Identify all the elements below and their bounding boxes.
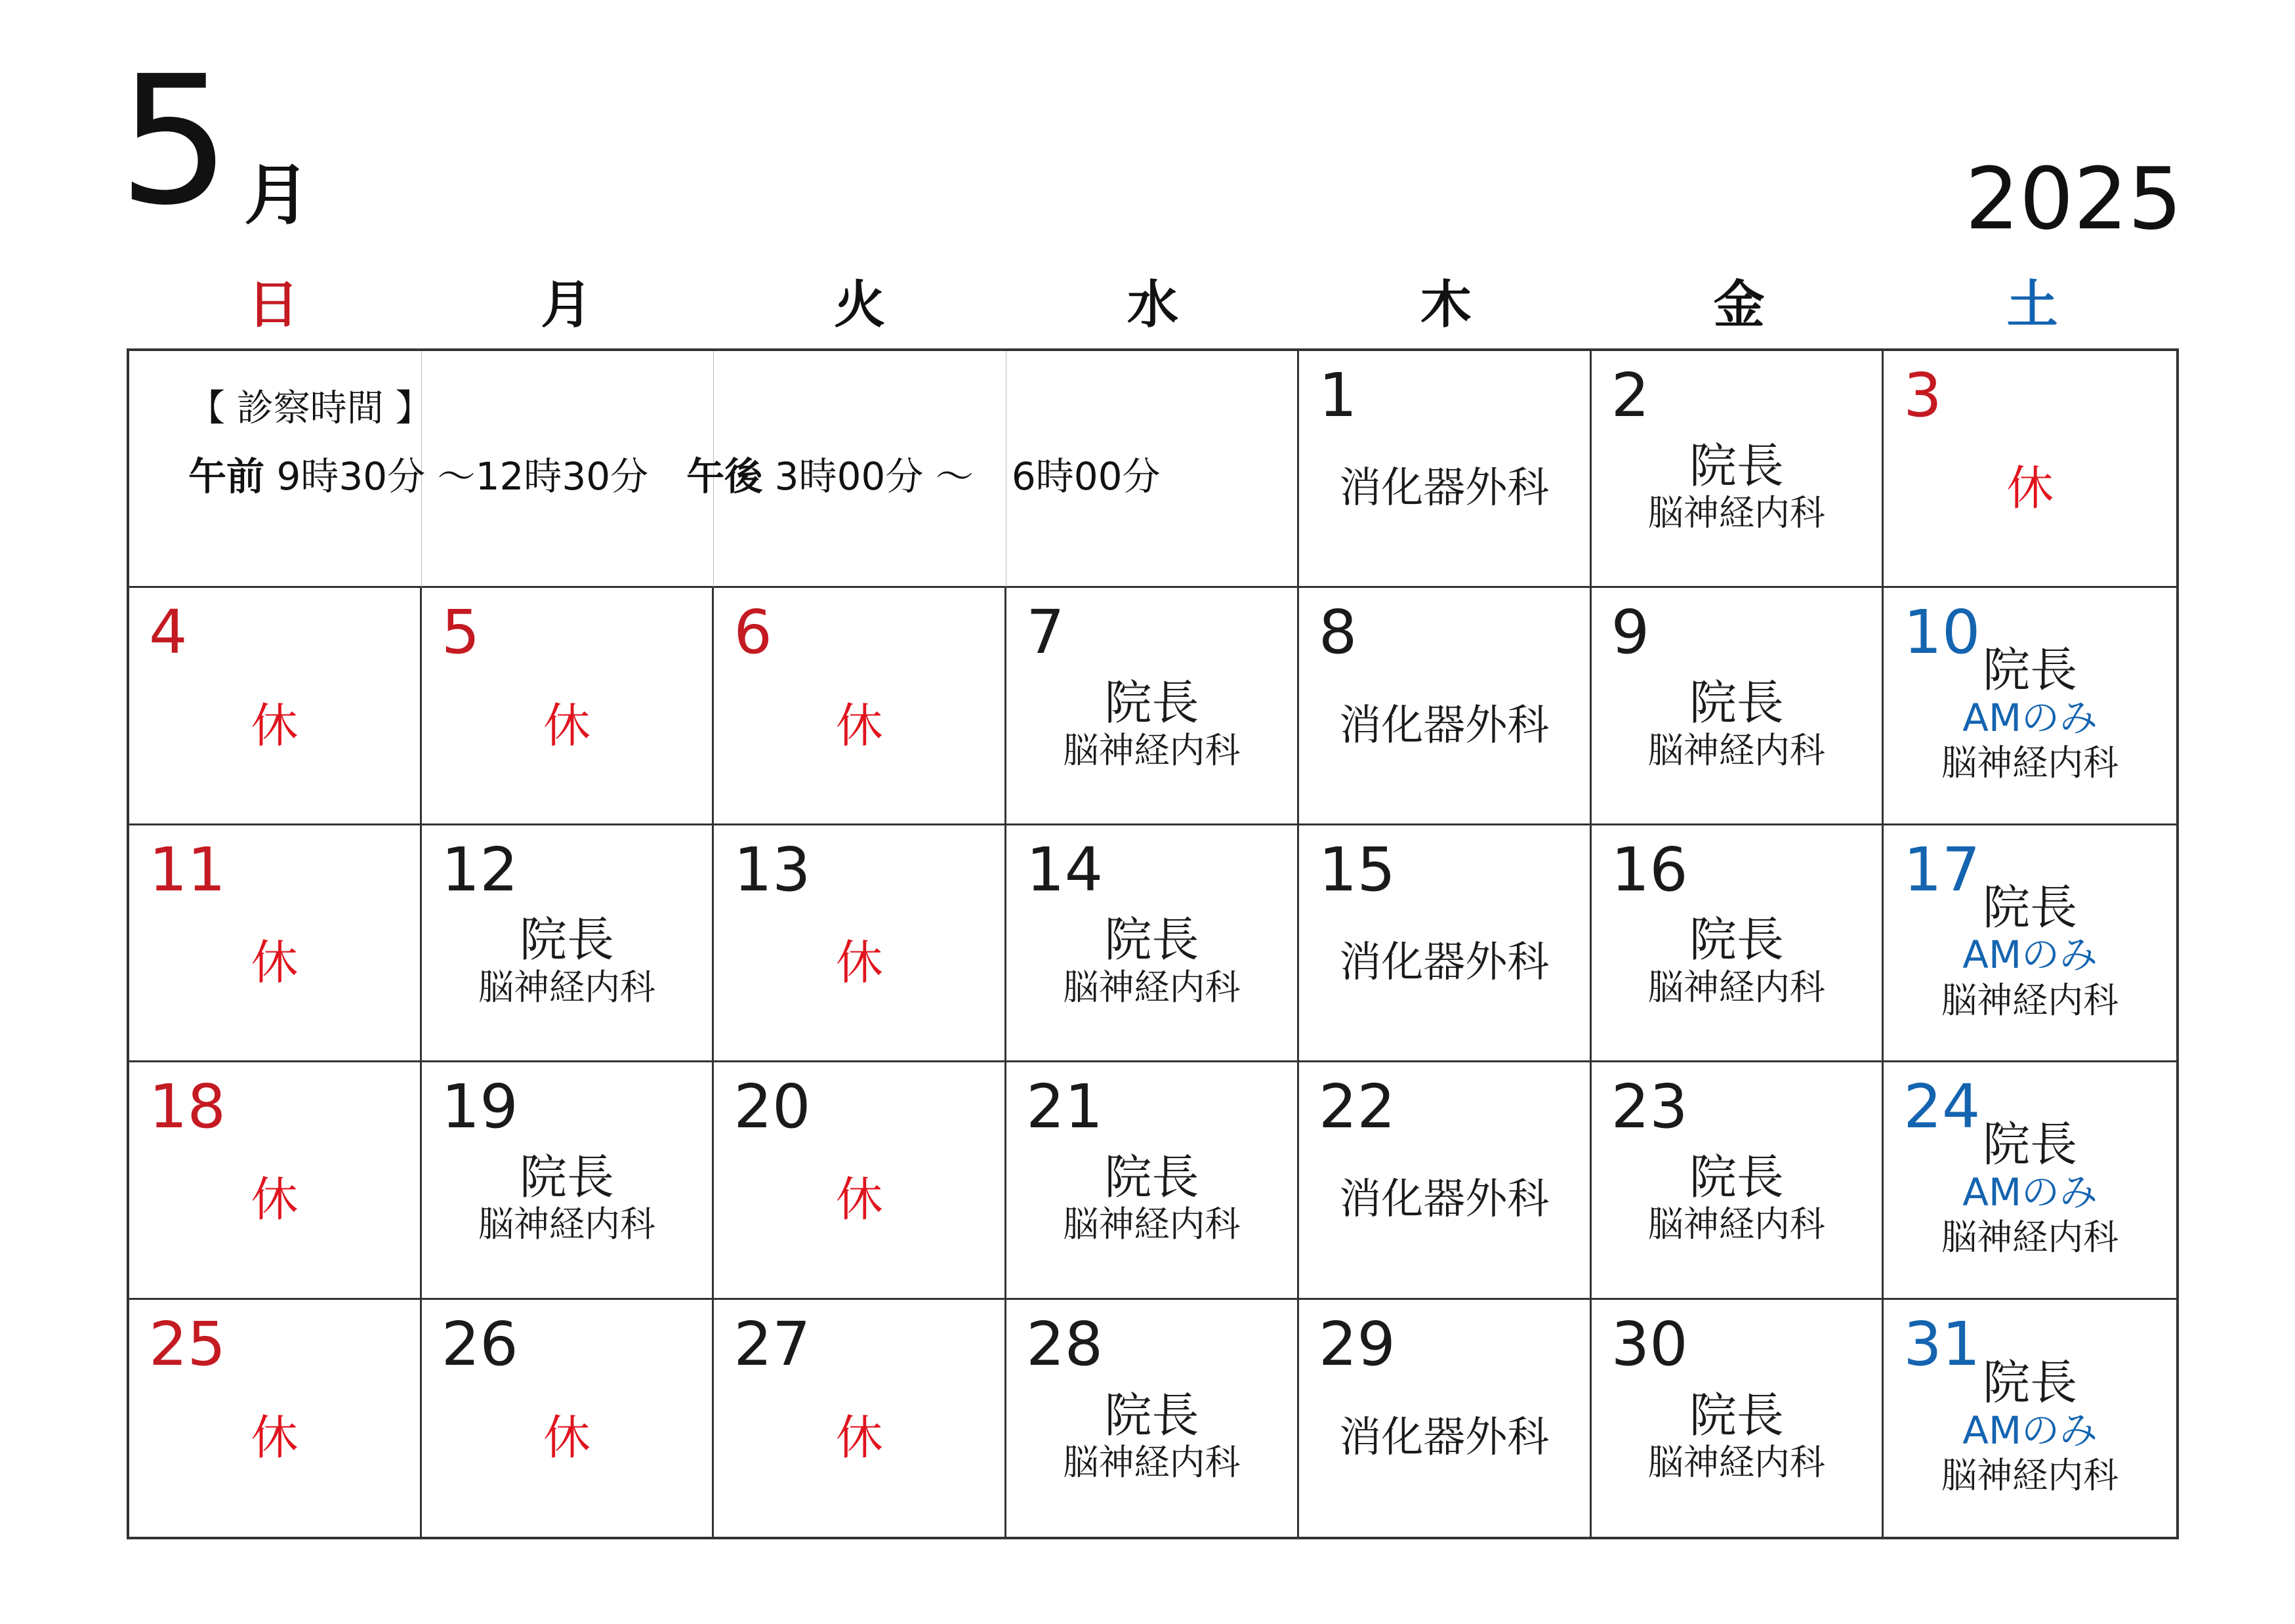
director-label: 院長 [1104, 1149, 1199, 1205]
day-schedule [1884, 1062, 2176, 1297]
calendar-day-cell [422, 825, 714, 1062]
weekday-monday: 月 [541, 276, 592, 335]
calendar-day-cell [129, 1300, 422, 1537]
closed-label: 休 [835, 1410, 883, 1466]
day-schedule [1299, 825, 1590, 1060]
day-number: 5 [441, 597, 480, 668]
day-schedule [1884, 351, 2176, 586]
calendar-day-cell [1884, 1300, 2176, 1537]
weekday-thursday: 木 [1420, 276, 1472, 335]
calendar-day-cell [714, 1300, 1006, 1537]
director-label: 院長 [1983, 879, 2078, 935]
calendar-day-cell [129, 588, 422, 825]
director-label: 院長 [1104, 675, 1199, 731]
neurology-label: 脳神経内科 [1647, 729, 1825, 771]
day-schedule [1006, 1300, 1297, 1537]
day-number: 20 [734, 1072, 811, 1142]
neurology-label: 脳神経内科 [1941, 1217, 2119, 1259]
day-number: 18 [149, 1072, 226, 1142]
calendar-day-cell [1592, 588, 1884, 825]
day-schedule [714, 825, 1004, 1060]
calendar-day-cell [422, 588, 714, 825]
director-label: 院長 [1983, 642, 2078, 698]
day-number: 4 [149, 597, 188, 668]
day-schedule [422, 1300, 713, 1537]
weekday-saturday: 土 [2006, 276, 2058, 335]
closed-label: 休 [543, 697, 591, 753]
calendar-day-cell [129, 1062, 422, 1299]
day-schedule [1299, 351, 1590, 586]
day-number: 17 [1903, 834, 1981, 905]
day-schedule [129, 588, 420, 823]
neurology-label: 脳神経内科 [1941, 1455, 2119, 1497]
director-label: 院長 [1983, 1354, 2078, 1410]
day-number: 27 [734, 1308, 811, 1379]
day-schedule [422, 588, 713, 823]
month-label: 月 [244, 157, 310, 234]
day-schedule [714, 1300, 1004, 1537]
neurology-label: 脳神経内科 [1647, 967, 1825, 1009]
day-number: 10 [1903, 597, 1981, 668]
day-number: 24 [1903, 1072, 1981, 1142]
neurology-label: 脳神経内科 [478, 967, 656, 1009]
closed-label: 休 [835, 1172, 883, 1228]
am-only-label: AMのみ [1962, 932, 2098, 978]
calendar-empty-cell [422, 351, 714, 588]
calendar-day-cell [1884, 1062, 2176, 1299]
neurology-label: 脳神経内科 [1063, 1442, 1241, 1484]
day-schedule [129, 1062, 420, 1297]
am-label: 午前 [188, 454, 265, 499]
day-number: 15 [1318, 834, 1396, 905]
neurology-label: 脳神経内科 [1647, 1442, 1825, 1484]
calendar-empty-cell [1006, 351, 1299, 588]
day-schedule [1299, 1300, 1590, 1537]
day-number: 14 [1026, 834, 1104, 905]
calendar-day-cell [1299, 588, 1592, 825]
weekday-header [127, 269, 2179, 341]
month-number: 5 [118, 37, 231, 244]
day-schedule [129, 1300, 420, 1537]
am-only-label: AMのみ [1962, 1169, 2098, 1215]
day-schedule [422, 1062, 713, 1297]
day-number: 25 [149, 1308, 226, 1379]
day-number: 22 [1318, 1072, 1396, 1142]
calendar-day-cell [1299, 825, 1592, 1062]
day-number: 28 [1026, 1308, 1104, 1379]
calendar-day-cell [714, 588, 1006, 825]
calendar-day-cell [1299, 1300, 1592, 1537]
closed-label: 休 [251, 697, 299, 753]
day-schedule [1592, 1300, 1882, 1537]
calendar-day-cell [1006, 1062, 1299, 1299]
day-number: 30 [1611, 1308, 1688, 1379]
day-number: 29 [1318, 1308, 1396, 1379]
neurology-label: 脳神経内科 [1647, 492, 1825, 534]
calendar-grid [127, 348, 2179, 1539]
day-schedule [1006, 825, 1297, 1060]
director-label: 院長 [1689, 1149, 1784, 1205]
day-number: 7 [1026, 597, 1065, 668]
closed-label: 休 [251, 934, 299, 990]
day-number: 6 [734, 597, 772, 668]
director-label: 院長 [1104, 1387, 1199, 1443]
calendar-day-cell [422, 1300, 714, 1537]
day-number: 23 [1611, 1072, 1688, 1142]
calendar-day-cell [1592, 1062, 1884, 1299]
day-schedule [422, 825, 713, 1060]
day-number: 19 [441, 1072, 518, 1142]
day-schedule [1006, 1062, 1297, 1297]
day-number: 26 [441, 1308, 518, 1379]
day-schedule [1592, 588, 1882, 823]
consultation-hours-title: 【 診察時間 】 [188, 387, 432, 430]
director-label: 院長 [1983, 1117, 2078, 1173]
gi-surgery-label: 消化器外科 [1339, 938, 1550, 987]
day-number: 9 [1611, 597, 1650, 668]
day-schedule [1299, 588, 1590, 823]
weekday-sunday: 日 [247, 276, 299, 335]
day-schedule [1592, 825, 1882, 1060]
closed-label: 休 [2006, 461, 2054, 516]
neurology-label: 脳神経内科 [1941, 979, 2119, 1021]
weekday-wednesday: 水 [1127, 276, 1178, 335]
calendar-day-cell [1299, 351, 1592, 588]
weekday-tuesday: 火 [834, 276, 886, 335]
director-label: 院長 [1689, 1387, 1784, 1443]
calendar-day-cell [1884, 825, 2176, 1062]
day-schedule [1884, 588, 2176, 823]
day-schedule [1592, 1062, 1882, 1297]
neurology-label: 脳神経内科 [1647, 1203, 1825, 1245]
calendar-day-cell [129, 825, 422, 1062]
calendar-day-cell [714, 1062, 1006, 1299]
day-schedule [1006, 588, 1297, 823]
closed-label: 休 [251, 1410, 299, 1466]
neurology-label: 脳神経内科 [1941, 742, 2119, 784]
calendar-day-cell [1592, 825, 1884, 1062]
closed-label: 休 [835, 934, 883, 990]
day-schedule [1884, 1300, 2176, 1537]
calendar-day-cell [1592, 1300, 1884, 1537]
calendar-day-cell [714, 825, 1006, 1062]
calendar-day-cell [1006, 825, 1299, 1062]
gi-surgery-label: 消化器外科 [1339, 701, 1550, 750]
weekday-friday: 金 [1713, 276, 1765, 335]
closed-label: 休 [835, 697, 883, 753]
gi-surgery-label: 消化器外科 [1339, 1413, 1550, 1463]
day-schedule [1884, 825, 2176, 1060]
calendar-empty-cell [714, 351, 1006, 588]
director-label: 院長 [520, 1149, 615, 1205]
day-schedule [714, 1062, 1004, 1297]
day-schedule [129, 825, 420, 1060]
calendar-day-cell [1299, 1062, 1592, 1299]
director-label: 院長 [520, 912, 615, 968]
calendar-day-cell [422, 1062, 714, 1299]
neurology-label: 脳神経内科 [478, 1203, 656, 1245]
calendar-day-cell [1006, 588, 1299, 825]
am-only-label: AMのみ [1962, 695, 2098, 740]
day-schedule [714, 588, 1004, 823]
neurology-label: 脳神経内科 [1063, 967, 1241, 1009]
day-number: 8 [1318, 597, 1357, 668]
am-hours: 9時30分 ～12時30分 [276, 454, 649, 499]
day-schedule [1592, 351, 1882, 586]
director-label: 院長 [1689, 675, 1784, 731]
calendar-day-cell [1884, 351, 2176, 588]
closed-label: 休 [251, 1172, 299, 1228]
day-number: 21 [1026, 1072, 1104, 1142]
director-label: 院長 [1104, 912, 1199, 968]
day-number: 2 [1611, 360, 1650, 430]
gi-surgery-label: 消化器外科 [1339, 1175, 1550, 1224]
day-number: 16 [1611, 834, 1688, 905]
pm-hours: 3時00分 ～ 6時00分 [774, 454, 1161, 499]
calendar-empty-cell [129, 351, 422, 588]
day-number: 13 [734, 834, 811, 905]
day-number: 1 [1318, 360, 1357, 430]
pm-label: 午後 [686, 454, 763, 499]
calendar-day-cell [1592, 351, 1884, 588]
calendar-day-cell [1884, 588, 2176, 825]
day-number: 31 [1903, 1308, 1981, 1379]
calendar-day-cell [1006, 1300, 1299, 1537]
day-schedule [1299, 1062, 1590, 1297]
year-label: 2025 [1965, 149, 2182, 249]
closed-label: 休 [543, 1410, 591, 1466]
neurology-label: 脳神経内科 [1063, 1203, 1241, 1245]
am-only-label: AMのみ [1962, 1407, 2098, 1453]
day-number: 3 [1903, 360, 1942, 430]
gi-surgery-label: 消化器外科 [1339, 464, 1550, 513]
day-number: 12 [441, 834, 518, 905]
director-label: 院長 [1689, 438, 1784, 493]
neurology-label: 脳神経内科 [1063, 729, 1241, 771]
day-number: 11 [149, 834, 226, 905]
director-label: 院長 [1689, 912, 1784, 968]
